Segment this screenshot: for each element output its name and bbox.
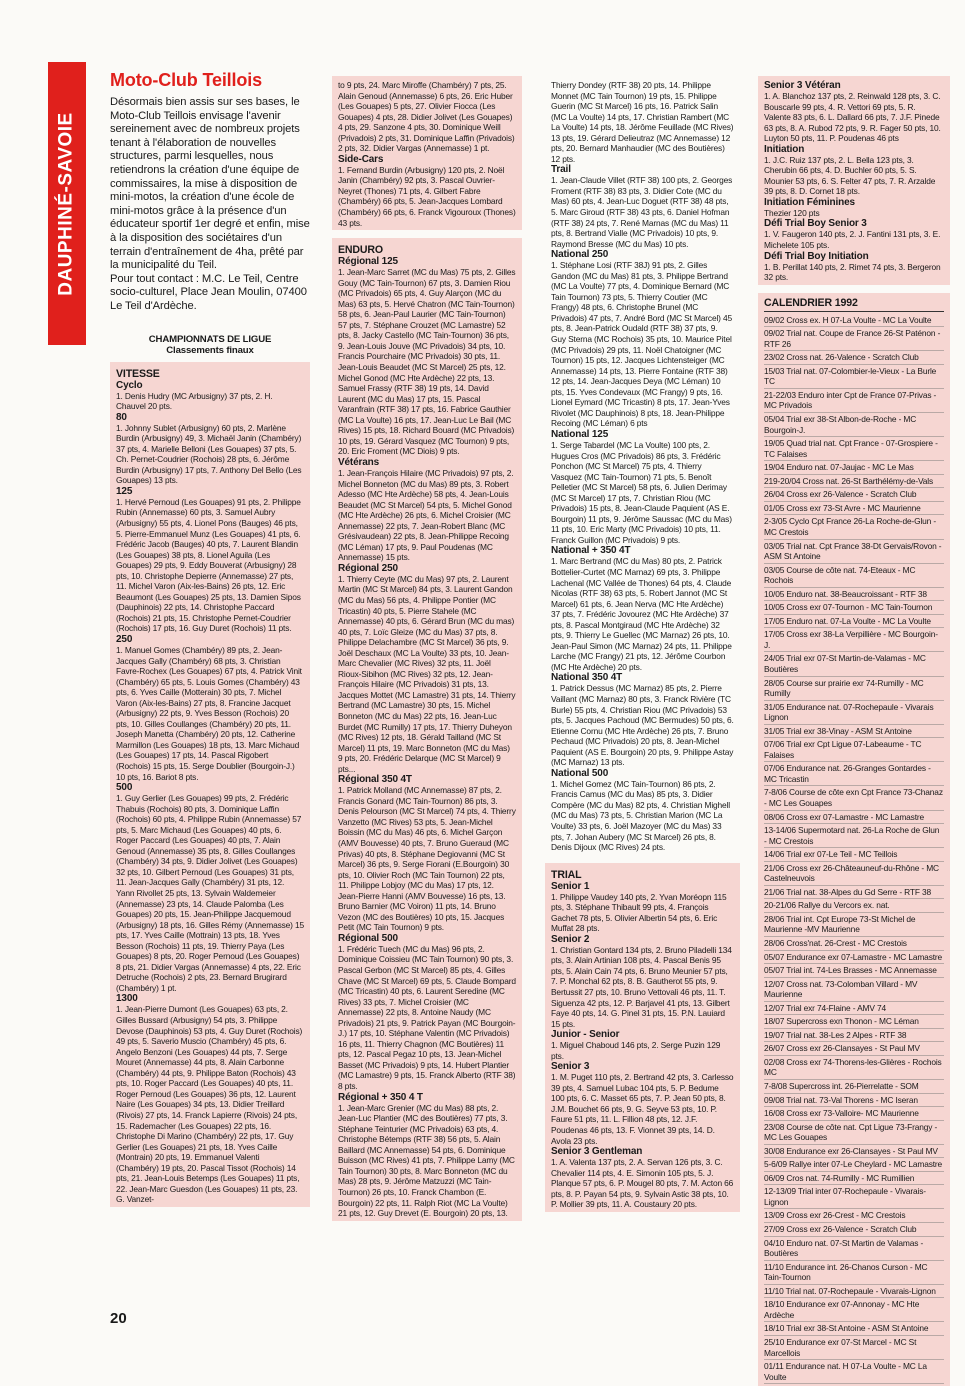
category-heading: 80 <box>116 411 127 423</box>
category-heading: Senior 3 <box>551 1061 590 1073</box>
category-heading: Initiation <box>764 143 805 155</box>
results-text: 1. J.C. Ruiz 137 pts, 2. L. Bella 123 pts, 3. Cherubin 66 pts, 4. D. Buchler 60 pts, 5. S. Mounier 53 pts, 6. S. Felter 47 pts, 7. R. Arzalde 39 pts, 8. D. Cornet 18 pts. <box>764 154 936 197</box>
calendar-entry: 17/05 Enduro nat. 07-La Voulte - MC La Voulte <box>764 615 944 629</box>
section-heading: TRIAL <box>551 868 582 881</box>
championship-title <box>110 334 310 356</box>
calendar-entry: 24/05 Trial exr 07-St Martin-de-Valamas - MC Boutières <box>764 652 944 676</box>
results-text: to 9 pts, 24. Marc Miroffe (Chambéry) 7 pts, 25. Alain Genoud (Annemasse) 6 pts, 26. Eric Huber (Les Gouapes) 5 pts, 27. Olivier Fiocca (Les Gouapes) 4 pts, 28. Didier Jolivet (Les Gouapes) 4 pts, 29. Sanzone 4 pts, 30. Dominique Weill (Privadois) 2 pts, 31. Dominique Laffin (Privadois) 2 pts, 32. Didier Vargas (Annemasse) 1 pt. <box>338 80 515 154</box>
calendar-entry: 19/05 Quad trial nat. Cpt France - 07-Grospiere - TC Falaises <box>764 437 944 461</box>
calendar-entry: 12-13/09 Trial inter 07-Rochepaule - Vivarais-Lignon <box>764 1185 944 1209</box>
calendar-entry: 04/10 Enduro nat. 07-St Martin de Valamas -Boutières <box>764 1237 944 1261</box>
category-heading: Vétérans <box>338 456 380 468</box>
category-heading: 250 <box>116 633 133 645</box>
results-text: 1. Guy Gerlier (Les Gouapes) 99 pts, 2. Frédéric Thabuis (Rochois) 80 pts, 3. Dominique Laffin (Rochois) 60 pts, 4. Philippe Rubin (Annemasse) 57 pts, 5. Marc Michaud (Les Gouapes) 40 pts, 6. Roger Paccard (Les Gouapes) 40 pts, 7. Alain Genoud (Annemasse) 35 pts, 8. Gilles Coullanges (Chambéry) 34 pts, 9. Didier Jolivet (Les Gouapes) 32 pts, 10. Gilbert Pernoud (Les Gouapes) 31 pts, 11. Jean-Jacques Gally (Chambéry) 31 pts, 12. Yann Rivollet 25 pts, 13. Sylvain Waldemeier (Annemasse) 23 pts, 14. Claude Palomba (Les Gouapes) 20 pts, 15. Jean-Philippe Jacquemoud (Arbusigny) 18 pts, 16. Gilles Rémy (Annemasse) 15 pts, 17. Yves Caille (Mottrain) 13 pts, 18. Yves Besson (Rochois) 11 pts, 19. Thierry Paya (Les Gouapes) 8 pts, 20. Roger Pernoud (Les Gouapes) 8 pts, 21. Didier Vargas (Annemasse) 4 pts, 22. Eric Detruche (Rochois) 2 pts, 23. Bernard Brugirard (Chambéry) 1 pt. <box>116 793 304 993</box>
club-title: Moto-Club Teillois <box>110 70 262 90</box>
category-heading: 500 <box>116 782 133 794</box>
calendar-entry: 19/04 Enduro nat. 07-Jaujac - MC Le Mas <box>764 461 944 475</box>
calendar-entry: 11/10 Endurance int. 26-Chanos Curson - MC Tain-Tournon <box>764 1261 944 1285</box>
calendar-entry: 28/06 Cross'nat. 26-Crest - MC Crestois <box>764 937 944 951</box>
category-heading: Régional 500 <box>338 932 398 944</box>
calendar-entry: 12/07 Cross nat. 73-Colomban Villard - MV Maurienne <box>764 978 944 1002</box>
calendar-entry: 05/04 Trial exr 38-St Albon-de-Roche - MC Bourgoin-J. <box>764 413 944 437</box>
calendar-entry: 5-6/09 Rallye inter 07-Le Cheylard - MC Lamastre <box>764 1158 944 1172</box>
results-box-sidecars <box>332 76 522 230</box>
results-box-enduro-cont <box>545 76 740 855</box>
calendar-entry: 27/09 Cross exr 26-Valence - Scratch Club <box>764 1223 944 1237</box>
calendar-entry: 26/04 Cross exr 26-Valence - Scratch Club <box>764 488 944 502</box>
results-text: 1. M. Puget 110 pts, 2. Bertrand 42 pts, 3. Carlesso 39 pts, 4. Samuel Lubac 104 pts, 5. P. Bedume 100 pts, 6. C. Masset 65 pts, 7. P. Jean 50 pts, 8. J.M. Bouchet 66 pts, 9. G. Seyve 53 pts, 10. P. Faure 51 pts, 11. L. Fillion 48 pts, 12. J.F. Poudenas 46 pts, 13. F. Vionnet 39 pts, 14. D. Avola 23 pts. <box>551 1072 734 1146</box>
category-heading: Initiation Féminines <box>764 196 855 208</box>
calendar-entry: 14/06 Trial exr 07-Le Teil - MC Teillois <box>764 848 944 862</box>
results-text: 1. Jean-Claude Villet (RTF 38) 100 pts, 2. Georges Froment (RTF 38) 83 pts, 3. Didier Cote (MC du Mas) 60 pts, 4. Jean-Luc Doguet (RTF 38) 48 pts, 5. Marc Giroud (RTF 38) 43 pts, 6. Daniel Hofman (RTF 38) 24 pts, 7. René Marnas (MC du Mas) 11 pts, 8. Bertrand Vialle (MC Privadois) 10 pts, 9. Raymond Bresse (MC du Mas) 10 pts. <box>551 175 733 249</box>
section-heading: ENDURO <box>338 244 384 257</box>
calendar-entry: 28/06 Trial int. Cpt Europe 73-St Michel de Maurienne -MV Maurienne <box>764 913 944 937</box>
calendar-entry: 21/06 Trial nat. 38-Alpes du Gd Serre - RTF 38 <box>764 886 944 900</box>
region-sidebar <box>48 62 86 345</box>
results-box-trial-cont <box>758 76 950 285</box>
category-heading: Cyclo <box>116 379 143 391</box>
calendar-entry: 23/08 Course de côte nat. Cpt Ligue 73-Frangy - MC Les Gouapes <box>764 1121 944 1145</box>
calendar-entry: 09/08 Trial nat. 73-Val Thorens - MC Iseran <box>764 1094 944 1108</box>
calendar-entry: 20-21/06 Rallye du Vercors ex. nat. <box>764 899 944 913</box>
results-text: Thierry Dondey (RTF 38) 20 pts, 14. Philippe Monnet (MC Tain Tournon) 19 pts, 15. Philippe Guerin (MC St Marcel) 16 pts, 16. Patrick Salin (MC La Voulte) 14 pts, 17. Christian Rambert (MC La Voulte) 14 pts, 18. Jérôme Feuillade (MC Rives) 13 pts, 19. Gérard Delieutraz (MC Annemasse) 12 pts, 20. Bernard Manhaudier (MC des Boutières) 12 pts. <box>551 80 734 164</box>
results-text: 1. Fernand Burdin (Arbusigny) 120 pts, 2. Noël Janin (Chambéry) 92 pts, 3. Pascal Ouvrier-Neyret (Thones) 71 pts, 4. Gilbert Fabre (Chambéry) 66 pts, 5. Jean-Jacques Lombard (Chambéry) 66 pts, 6. Franck Vigouroux (Thones) 43 pts. <box>338 164 516 228</box>
calendar-entry: 09/02 Cross ex. H 07-La Voulte - MC La Voulte <box>764 314 944 328</box>
category-heading: Senior 1 <box>551 880 590 892</box>
calendar-entry: 7-8/06 Course de côte exn Cpt France 73-Chanaz - MC Les Gouapes <box>764 786 944 810</box>
calendar-entry: 13/09 Cross exr 26-Crest - MC Crestois <box>764 1209 944 1223</box>
column-1 <box>110 70 310 1207</box>
calendar-entry: 11/10 Trial nat. 07-Rochepaule - Vivarais-Lignon <box>764 1285 944 1299</box>
category-heading: Trail <box>551 164 571 176</box>
category-heading: Side-Cars <box>338 153 384 165</box>
calendar-entry: 02/08 Cross exr 74-Thorens-les-Glières - Rochois MC <box>764 1056 944 1080</box>
calendar-entry: 01/11 Endurance nat. H 07-La Voulte - MC La Voulte <box>764 1360 944 1384</box>
category-heading: Défi Trial Boy Senior 3 <box>764 218 867 230</box>
championship-subtitle: Classements finaux <box>166 344 254 356</box>
results-text: 1. Marc Bertrand (MC du Mas) 80 pts, 2. Patrick Bottelier-Curtet (MC Marnaz) 69 pts, 3. Philippe Lachenal (MC Vallée de Thones) 64 pts, 4. Claude Nicolas (RTF 38) 63 pts, 5. Robert Jannot (MC St Marcel) 61 pts, 6. Jean Nerva (MC Hte Ardèche) 37 pts, 7. Frédéric Jovourez (MC Hte Ardèche) 37 pts, 8. Pascal Montgiraud (MC Hte Ardèche) 32 pts, 9. Thierry Le Guellec (MC Marnaz) 26 pts, 10. Jean-Paul Simon (MC Marnaz) 24 pts, 11. Philippe Larche (MC Frangy) 21 pts, 12. Jérôme Courbon (MC Hte Ardèche) 20 pts. <box>551 556 732 672</box>
results-text: 1. Jean-François Hilaire (MC Privadois) 97 pts, 2. Michel Bonneton (MC du Mas) 89 pts, 3. Robert Adesso (MC Hte Ardèche) 58 pts, 4. Jean-Louis Beaudet (MC St Marcel) 54 pts, 5. Michel Gonod (MC Hte Ardèche) 26 pts, 6. Michel Croisier (MC Annemasse) 22 pts, 7. Jean-Robert Blanc (MC Grésivaudean) 22 pts, 8. Jean-Philippe Recoing (MC Léman) 17 pts, 9. Paul Poudenas (MC Annemasse) 15 pts. <box>338 467 514 563</box>
results-text: 1. Patrick Dessus (MC Marnaz) 85 pts, 2. Pierre Vaillant (MC Marnaz) 80 pts, 3. Franck Rivière (TC Burle) 55 pts, 4. Christian Riou (MC Privadois) 53 pts, 5. Jacques Pachoud (MC Bermudes) 50 pts, 6. Etienne Cornu (MC Hte Ardèche) 26 pts, 7. Bruno Pechaud (MC Privadois) 20 pts, 8. Jean-Michel Paquient (AS E. Bourgoin) 20 pts, 9. Philippe Astay (MC Marnaz) 13 pts. <box>551 683 734 768</box>
results-box-enduro <box>332 238 522 1220</box>
calendar-entry: 10/05 Enduro nat. 38-Beaucroissant - RTF 38 <box>764 588 944 602</box>
calendar-box <box>758 293 950 1386</box>
calendar-entry: 13-14/06 Supermotard nat. 26-La Roche de Glun - MC Crestois <box>764 824 944 848</box>
results-text: 1. Philippe Vaudey 140 pts, 2. Yvan Moréopn 115 pts, 3. Stéphane Thibault 99 pts, 4. François Gachet 78 pts, 5. Olivier Albertin 54 pts, 6. Eric Muffat 28 pts. <box>551 891 727 934</box>
calendar-entry: 08/06 Cross exr 07-Lamastre - MC Lamastre <box>764 811 944 825</box>
category-heading: Régional 350 4T <box>338 774 412 786</box>
results-text: 1. B. Perillat 140 pts, 2. Rimet 74 pts, 3. Bergeron 32 pts. <box>764 261 941 283</box>
calendar-entry: 17/05 Cross exr 38-La Verpillière - MC Bourgoin-J. <box>764 628 944 652</box>
calendar-entry: 21/06 Cross exr 26-Châteauneuf-du-Rhône - MC Castelneuvois <box>764 862 944 886</box>
column-3 <box>545 76 740 1212</box>
calendar-title: CALENDRIER 1992 <box>764 297 944 312</box>
results-text: 1. Patrick Molland (MC Annemasse) 87 pts, 2. Francis Gonard (MC Tain-Tournon) 86 pts, 3. Denis Pelourson (MC St Marcel) 74 pts, 4. Thierry Vanzetto (MC Rives) 53 pts, 5. Jean-Michel Boissin (MC du Mas) 46 pts, 6. Michel Garçon (AMV Bouvesse) 40 pts, 7. Bruno Gueraud (MC Privas) 40 pts, 8. Stéphane Degiovanni (MC St Marcel) 36 pts, 9. Serge Fiorani (E.Bourgoin) 30 pts, 10. Olivier Roch (MC Tain Tournon) 22 pts, 11. Philippe Lobjoy (MC du Mas) 17 pts, 12. Jean-Pierre Hanni (AMV Bouvesse) 16 pts, 13. Bruno Barnier (MC Voiron) 11 pts, 14. Bruno Vezon (MC des Boutières) 10 pts, 15. Jacques Petit (MC Tain Tournon) 9 pts. <box>338 785 516 933</box>
calendar-entry: 16/08 Cross exr 73-Valloire- MC Maurienne <box>764 1107 944 1121</box>
calendar-entry: 23/02 Cross nat. 26-Valence - Scratch Club <box>764 351 944 365</box>
calendar-entry: 05/07 Trial int. 74-Les Brasses - MC Annemasse <box>764 964 944 978</box>
results-text: 1. Denis Hudry (MC Arbusigny) 37 pts, 2. H. Chauvel 20 pts. <box>116 390 273 412</box>
results-text: 1. Thierry Ceyte (MC du Mas) 97 pts, 2. Laurent Martin (MC St Marcel) 84 pts, 3. Laurent Gandon (MC du Mas) 56 pts, 4. Philippe Pontier (MC Tricastin) 40 pts, 5. Pierre Stahele (MC Annemasse) 40 pts, 6. Gérard Brun (MC du mas) 40 pts, 7. Loïc Gleize (MC du Mas) 37 pts, 8. Philippe Delachambre (MC St Marcel) 36 pts, 9. Joël Deschaux (MC La Voulte) 33 pts, 10. Jean-Marc Chevalier (MC Rives) 32 pts, 11. Joël Rioux-Sibihon (MC Rives) 32 pts, 12. Jean-François Hilaire (MC Privadois) 31 pts, 13. Jacques Mottet (MC Lamastre) 31 pts, 14. Thierry Bertrand (MC Lamastre) 30 pts, 15. Michel Bonneton (MC du Mas) 22 pts, 16. Jean-Luc Burdet (MC Rumilly) 17 pts, 17. Thierry Duheyon (MC Rives) 12 pts, 18. Gérald Tailland (MC St Marcel) 11 pts, 19. Marc Bonneton (MC du Mas) 9 pts, 20. Frédéric Delarque (MC St Marcel) 9 pts... <box>338 573 516 774</box>
category-heading: Régional 125 <box>338 256 398 268</box>
results-text: Thezier 120 pts <box>764 207 820 218</box>
calendar-entry: 31/05 Endurance nat. 07-Rochepaule - Vivarais Lignon <box>764 701 944 725</box>
championship-title-line: CHAMPIONNATS DE LIGUE <box>148 333 272 345</box>
category-heading: 125 <box>116 485 133 497</box>
intro-paragraph: Pour tout contact : M.C. Le Teil, Centre socio-culturel, Place Jean Moulin, 07400 Le Teil d'Ardèche. <box>110 272 307 312</box>
results-text: 1. Jean-Marc Grenier (MC du Mas) 88 pts, 2. Jean-Luc Plantier (MC des Boutières) 77 pts, 3. Stéphane Teinturier (MC Privadois) 63 pts, 4. Christophe Bétemps (RTF 38) 56 pts, 5. Alain Baillard (MC Annemasse) 54 pts, 6. Dominique Buisson (MC Rives) 41 pts, 7. Philippe Lamy (MC Tain Tournon) 30 pts, 8. Marc Bonneton (MC du Mas) 28 pts, 9. Jérôme Matzuzzi (MC Tain-Tournon) 26 pts, 10. Franck Chambon (E. Bourgoin) 22 pts, 11. Ralph Riot (MC La Voulte) 21 pts, 12. Guy Drevet (E. Bourgoin) 20 pts, 13. <box>338 1102 515 1219</box>
region-label: DAUPHINÉ-SAVOIE <box>56 111 78 296</box>
calendar-entry: 2-3/05 Cyclo Cpt France 26-La Roche-de-Glun - MC Crestois <box>764 515 944 539</box>
column-2 <box>332 76 522 1221</box>
category-heading: National 500 <box>551 767 609 779</box>
calendar-entry: 30/08 Endurance exr 26-Clansayes - St Paul MV <box>764 1145 944 1159</box>
calendar-entry: 219-20/04 Cross nat. 26-St Barthélémy-de-Vals <box>764 475 944 489</box>
calendar-entry: 07/06 Endurance nat. 26-Granges Gontardes - MC Tricastin <box>764 762 944 786</box>
calendar-entry: 31/05 Trial exr 38-Vinay - ASM St Antoine <box>764 725 944 739</box>
results-text: 1. A. Blanchoz 137 pts, 2. Reinwald 128 pts, 3. C. Bouscarle 99 pts, 4. R. Vettori 69 pts, 5. R. Valente 83 pts, 6. L. Dallard 66 pts, 7. J.F. Pinede 63 pts, 8. A. Rubod 72 pts, 9. R. Fager 50 pts, 10. Luyton 50 pts, 11. P. Poudenas 46 pts <box>764 91 941 144</box>
calendar-entry: 06/09 Cros nat. 74-Rumilly - MC Rumillien <box>764 1172 944 1186</box>
category-heading: Senior 2 <box>551 933 590 945</box>
intro-text <box>110 96 310 314</box>
calendar-entry: 03/05 Trial nat. Cpt France 38-Dt Gervais/Rovon - ASM St Antoine <box>764 540 944 564</box>
calendar-entry: 07/06 Trial exr Cpt Ligue 07-Labeaume - TC Falaises <box>764 738 944 762</box>
calendar-entry: 10/05 Cross exr 07-Tournon - MC Tain-Tournon <box>764 601 944 615</box>
calendar-entry: 09/02 Trial nat. Coupe de France 26-St Paténon - RTF 26 <box>764 327 944 351</box>
results-text: 1. Michel Gomez (MC Tain-Tournon) 86 pts, 2. Francis Camus (MC du Mas) 85 pts, 3. Didier Compère (MC du Mas) 82 pts, 4. Christian Mighell (MC du Mas) 73 pts, 5. Christian Marion (MC La Voulte) 33 pts, 6. Joël Mazoyer (MC du Mas) 33 pts, 7. Johan Aubery (MC St Marcel) 26 pts, 8. Denis Dijoux (MC Rives) 24 pts. <box>551 778 730 853</box>
results-text: 1. Jean-Marc Sarret (MC du Mas) 75 pts, 2. Gilles Gouy (MC Tain-Tournon) 67 pts, 3. Damien Riou (MC Privadois) 65 pts, 4. Guy Alarçon (MC du Mas) 63 pts, 5. Hervé Chatron (MC Tain-Tournon) 58 pts, 6. Jean-Paul Laurier (MC Tain-Tournon) 57 pts, 7. Stéphane Crouzet (MC Lamastre) 52 pts, 8. Jacky Castello (MC Tain-Tournon) 36 pts, 9. Jean-Louis Jouve (MC Privadois) 34 pts, 10. Francis Pourchaire (MC Privadois) 30 pts, 11. Jean-Louis Beaudet (MC St Marcel) 25 pts, 12. Michel Gonod (MC Hte Ardèche) 22 pts, 13. Samuel Frassy (RTF 38) 19 pts, 14. David Laurent (MC du Mas) 17 pts, 15. Pascal Varanfrain (RTF 38) 17 pts, 16. Fabrice Gauthier (MC La Voulte) 16 pts, 17. Jean-Luc Le Bail (MC Rives) 15 pts, 18. Richard Bouard (MC Privadois) 10 pts, 19. Gérard Vasquez (MC Tournon) 9 pts, 20. Eric Froment (MC Diois) 9 pts. <box>338 267 516 457</box>
results-text: 1. Frédéric Tuech (MC du Mas) 96 pts, 2. Dominique Coissieu (MC Tain Tournon) 90 pts, 3. Pascal Gerbon (MC St Marcel) 85 pts, 4. Gilles Chave (MC St Marcel) 69 pts, 5. Claude Bompard (MC Tricastin) 40 pts, 6. Laurent Seredine (MC Rives) 33 pts, 7. Michel Croisier (MC Annemasse) 22 pts, 8. Antoine Naudy (MC Privadois) 21 pts, 9. Patrick Payan (MC Bourgoin-J.) 17 pts, 10. Stéphane Valentin (MC Privadois) 16 pts, 11. Thierry Chagnon (MC Boutières) 11 pts, 12. Pascal Pegaz 10 pts, 13. Jean-Michel Basset (MC Privadois) 9 pts, 14. Hubert Plantier (MC Lamastre) 9 pts, 15. Franck Alberto (RTF 38) 8 pts. <box>338 943 516 1092</box>
results-text: 1. Manuel Gomes (Chambéry) 89 pts, 2. Jean-Jacques Gally (Chambéry) 68 pts, 3. Christian Favre-Rochex (Les Gouapes) 67 pts, 4. Patrick Vinit (Chambéry) 65 pts, 5. Louis Gomes (Chambéry) 43 pts, 6. Yves Caille (Motterain) 30 pts, 7. Michel Varon (Aix-les-Bains) 27 pts, 8. Francine Jacquet (Arbusigny) 22 pts, 9. Yves Besson (Rochois) 20 pts, 10. Gilles Coullanges (Chambéry) 20 pts, 11. Joseph Manetta (Chambéry) 20 pts, 12. Catherine Marmillon (Les Gouapes) 18 pts, 13. Marc Michaud (Les Gouapes) 17 pts, 14. Pascal Rigobert (Rochois) 15 pts, 15. Serge Doublier (Bourgoin-J.) 10 pts, 16. Bariot 8 pts. <box>116 644 302 782</box>
category-heading: Junior - Senior <box>551 1029 620 1041</box>
calendar-entry: 25/10 Endurance exr 07-St Marcel - MC St Marcellois <box>764 1336 944 1360</box>
calendar-entry: 21-22/03 Enduro inter Cpt de France 07-Privas - MC Privadois <box>764 389 944 413</box>
calendar-entry: 26/07 Cross exr 26-Clansayes - St Paul MV <box>764 1042 944 1056</box>
calendar-entry: 18/10 Endurance exr 07-Annonay - MC Hte Ardèche <box>764 1298 944 1322</box>
results-text: 1. Johnny Sublet (Arbusigny) 60 pts, 2. Marlène Burdin (Arbusigny) 49, 3. Michaël Janin (Chambéry) 37 pts, 4. Marielle Belloni (Les Gouapes) 37 pts, 5. Ch. Pernet-Coudrier (Rochois) 28 pts, 6. Jérôme Burdin (Arbusigny) 17 pts, 7. Anthony Del Bello (Les Gouapes) 13 pts. <box>116 422 302 486</box>
category-heading: National 250 <box>551 249 609 261</box>
category-heading: National 125 <box>551 428 609 440</box>
page-number: 20 <box>110 1310 127 1327</box>
results-text: 1. Stéphane Losi (RTF 38J) 91 pts, 2. Gilles Gandon (MC du Mas) 81 pts, 3. Philippe Bertrand (MC La Voulte) 77 pts, 4. Dominique Bernard (MC Tain Tournon) 73 pts, 5. Thierry Coutier (MC Frangy) 48 pts, 6. Christophe Brunel (MC Privadois) 47 pts, 7. André Bord (MC St Marcel) 45 pts, 8. Jean-Patrick Oudald (RTF 38) 37 pts, 9. Guy Sterna (MC Rochois) 35 pts, 10. Maurice Pitel (MC Privadois) 29 pts, 11. Noël Chatoigner (MC Tournon) 15 pts, 12. Jacques Lichtensteiger (MC Annemasse) 14 pts, 13. Pierre Fontaine (RTF 38) 12 pts, 14. Jean-Jacques Deya (MC Léman) 10 pts, 15. Yves Condevaux (MC Frangy) 9 pts, 16. Lionel Eymard (MC Tricastin) 8 pts, 17. Jean-Yves Rivolet (MC Dauphinois) 8 pts, 18. Jean-Philippe Recoing (MC Léman) 6 pts <box>551 260 733 429</box>
category-heading: National + 350 4T <box>551 545 631 557</box>
category-heading: Régional 250 <box>338 562 398 574</box>
intro-paragraph: Désormais bien assis sur ses bases, le Moto-Club Teillois envisage l'avenir sereinement avec de nombreux projets tenant à l'élaboration de nouvelles structures, parmi lesquelles, nous retiendrons la création d'une équipe de commissaires, la mise à disposition de mini-motos, la création d'une école de mini-motos grâce à la présence d'un éducateur sportif 1er degré et enfin, mise à la disposition des sociétaires d'un terrain d'entraînement de 4ha, prêté par la municipalité du Teil. <box>110 96 310 272</box>
calendar-entry: 03/05 Course de côte nat. 74-Eteaux - MC Rochois <box>764 564 944 588</box>
results-text: 1. V. Faugeron 140 pts, 2. J. Fantini 131 pts, 3. E. Michelete 105 pts. <box>764 229 941 251</box>
results-text: 1. Hervé Pernoud (Les Gouapes) 91 pts, 2. Philippe Rubin (Annemasse) 60 pts, 3. Samuel Aubry (Arbusigny) 55 pts, 4. Lionel Pons (Bauges) 46 pts, 5. Pierre-Emmanuel Munz (Les Gouapes) 41 pts, 6. Frédéric Jacob (Bauges) 40 pts, 7. Laurent Blandin (Les Gouapes) 38 pts, 8. Lionel Aguila (Les Gouapes) 29 pts, 9. Eddy Bouverat (Arbusigny) 28 pts, 10. Christophe Depierre (Annemasse) 27 pts, 11. Michel Varon (Aix-les-Bains) 26 pts, 12. Eric Beaumont (Les Gouapes) 25 pts, 13. Damien Sipos (Dauphinois) 22 pts, 14. Christophe Paccard (Rochois) 21 pts, 15. Christophe Pernet-Coudrier (Rochois) 17 pts, 16. Guy Duret (Rochois) 11 pts. <box>116 496 301 634</box>
calendar-entry: 12/07 Trial exr 74-Flaine - AMV 74 <box>764 1002 944 1016</box>
calendar-entry: 28/05 Course sur prairie exr 74-Rumilly - MC Rumilly <box>764 677 944 701</box>
category-heading: Régional + 350 4 T <box>338 1091 423 1103</box>
calendar-entry: 18/10 Trial exr 38-St Antoine - ASM St Antoine <box>764 1322 944 1336</box>
results-box-trial <box>545 863 740 1212</box>
calendar-entry: 7-8/08 Supercross int. 26-Pierrelatte - SOM <box>764 1080 944 1094</box>
calendar-entry: 15/03 Trial nat. 07-Colombier-le-Vieux - La Burle TC <box>764 365 944 389</box>
results-text: 1. A. Valenta 137 pts, 2. A. Servan 126 pts, 3. C. Chevalier 114 pts, 4. E. Simonin 105 pts, 5. J. Planque 57 pts, 6. P. Mougel 80 pts, 7. M. Acton 66 pts, 8. P. Payan 54 pts, 9. Sylvain Astic 38 pts, 10. P. Mollier 39 pts, 11. A. Coustaury 20 pts. <box>551 1157 734 1210</box>
category-heading: Senior 3 Vétéran <box>764 80 841 91</box>
category-heading: 1300 <box>116 993 138 1005</box>
results-text: 1. Christian Gontard 134 pts, 2. Bruno Piladelli 134 pts, 3. Alain Artinian 108 pts, 4. Pascal Benis 95 pts, 5. Alain Cain 74 pts, 6. Bruno Meunier 57 pts, 7. P. Monchal 62 pts, 8. B. Gautherot 55 pts, 9. Bertussit 27 pts, 10. Bruno Vettovali 46 pts, 11. T. Siguenza 42 pts, 12. P. Barjavel 41 pts, 13. Gilbert Faye 40 pts, 14. G. Pinel 31 pts, 15. P.N. Lauiard 15 pts. <box>551 944 732 1029</box>
results-text: 1. Serge Tabardel (MC La Voulte) 100 pts, 2. Hugues Cros (MC Privadois) 86 pts, 3. Frédéric Ponchon (MC St Marcel) 75 pts, 4. Thierry Vasquez (MC Tain-Tournon) 71 pts, 5. Benoît Pelletier (MC St Marcel) 58 pts, 6. Julien Derimay (MC St Marcel) 17 pts, 7. Christian Riou (MC Privadois) 15 pts, 8. Jean-Claude Paquient (AS E. Bourgoin) 11 pts, 9. Jérôme Saussac (MC du Mas) 11 pts, 10. Eric Marty (MC Privadois) 10 pts, 11. Franck Guillon (MC Privadois) 9 pts. <box>551 439 732 545</box>
category-heading: Senior 3 Gentleman <box>551 1146 643 1158</box>
calendar-list <box>764 314 944 1384</box>
calendar-entry: 18/07 Supercross exn Thonon - MC Léman <box>764 1015 944 1029</box>
results-text: 1. Miguel Chaboud 146 pts, 2. Serge Puzin 129 pts. <box>551 1040 721 1061</box>
category-heading: Défi Trial Boy Initiation <box>764 250 869 262</box>
section-heading: VITESSE <box>116 367 160 380</box>
results-box-vitesse <box>110 362 310 1207</box>
category-heading: National 350 4T <box>551 672 623 684</box>
column-4 <box>758 76 950 1386</box>
calendar-entry: 01/05 Cross exr 73-St Avre - MC Maurienne <box>764 502 944 516</box>
results-text: 1. Jean-Pierre Dumont (Les Gouapes) 63 pts, 2. Gilles Bussard (Arbusigny) 54 pts, 3. Philippe Devose (Dauphinois) 53 pts, 4. Guy Duret (Rochois) 49 pts, 5. Saverio Muscio (Chambéry) 45 pts, 6. Angelo Benzoni (Les Gouapes) 44 pts, 7. Serge Mouret (Annemasse) 44 pts, 8. Alain Carbonne (Chambéry) 44 pts, 9. Philippe Baton (Rochois) 43 pts, 10. Roger Paccard (Les Gouapes) 40 pts, 11. Roger Pernoud (Les Gouapes) 36 pts, 12. Laurent Naire (Les Gouapes) 34 pts, 13. Didier Treillard (Rivois) 27 pts, 14. Franck Lapierre (Rivois) 24 pts, 15. Rademacher (Les Gouapes) 22 pts, 16. Christophe Di Marino (Chambéry) 22 pts, 17. Guy Gerlier (Les Gouapes) 21 pts, 18. Yves Caille (Montrain) 20 pts, 19. Emmanuel Valenti (Chambéry) 19 pts, 20. Pascal Tissot (Rochois) 14 pts, 21. Jean-Louis Betemps (Les Gouapes) 11 pts, 22. Jean-Marc Guesdon (Les Gouapes) 11 pts, 23. G. Vanzet- <box>116 1004 303 1205</box>
calendar-entry: 05/07 Endurance exr 07-Lamastre - MC Lamastre <box>764 951 944 965</box>
calendar-entry: 19/07 Trial nat. 38-Les 2 Alpes - RTF 38 <box>764 1029 944 1043</box>
